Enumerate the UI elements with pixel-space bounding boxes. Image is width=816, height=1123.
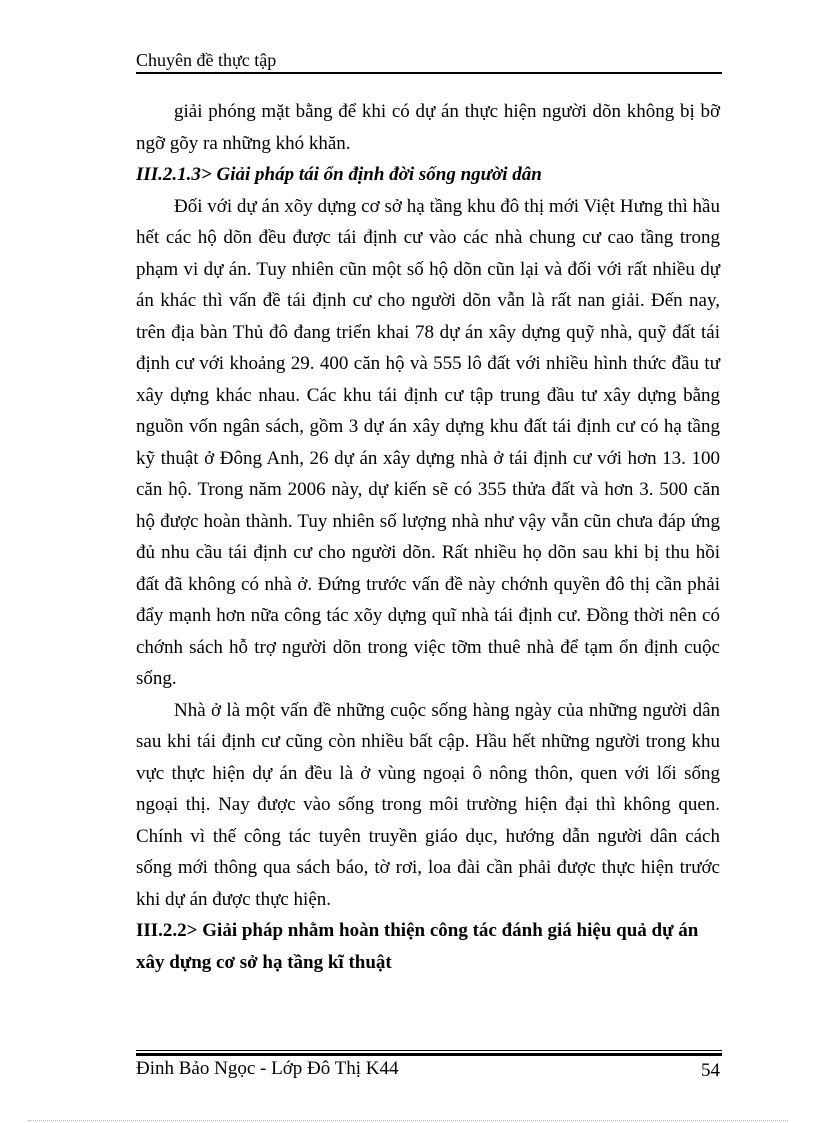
page-number: 54	[701, 1060, 720, 1081]
header-rule	[136, 72, 722, 74]
footer-author: Đinh Bảo Ngọc - Lớp Đô Thị K44	[136, 1058, 399, 1079]
paragraph-3: Nhà ở là một vấn đề những cuộc sống hàng ngày của những người dân sau khi tái định cư cũng còn nhiều bất cập. Hầu hết những người trong khu vực thực hiện dự án đều là ở vùng ngoại ô nông thôn, quen với lối sống ngoại thị. Nay được vào sống trong môi trường hiện đại thì không quen. Chính vì thế công tác tuyên truyền giáo dục, hướng dẫn người dân cách sống mới thông qua sách báo, tờ rơi, loa đài cần phải được thực hiện trước khi dự án được thực hiện.	[136, 699, 720, 910]
footer-rule-thin	[136, 1050, 722, 1051]
section-heading-3-2-2: III.2.2> Giải pháp nhằm hoàn thiện công tác đánh giá hiệu quả dự án xây dựng cơ sở hạ tầng kĩ thuật	[136, 920, 699, 973]
document-body	[136, 96, 720, 978]
header-title: Chuyên đề thực tập	[136, 50, 277, 70]
footer-rule-thick	[136, 1053, 722, 1056]
paragraph-2: Đối với dự án xõy dựng cơ sở hạ tầng khu đô thị mới Việt Hưng thì hầu hết các hộ dõn đều được tái định cư vào các nhà chung cư cao tầng trong phạm vi dự án. Tuy nhiên cũn một số hộ dõn cũn lại và đối với rất nhiều dự án khác thì vấn đề tái định cư cho người dõn vẫn là rất nan giải. Đến nay, trên địa bàn Thủ đô đang triển khai 78 dự án xây dựng quỹ nhà, quỹ đất tái định cư với khoảng 29. 400 căn hộ và 555 lô đất với nhiều hình thức đầu tư xây dựng khác nhau. Các khu tái định cư tập trung đầu tư xây dựng bằng nguồn vốn ngân sách, gồm 3 dự án xây dựng khu đất tái định cư có hạ tầng kỹ thuật ở Đông Anh, 26 dự án xây dựng nhà ở tái định cư với hơn 13. 100 căn hộ. Trong năm 2006 này, dự kiến sẽ có 355 thửa đất và hơn 3. 500 căn hộ được hoàn thành. Tuy nhiên số lượng nhà như vậy vẫn cũn chưa đáp ứng đủ nhu cầu tái định cư cho người dõn. Rất nhiều họ dõn sau khi bị thu hồi đất đã không có nhà ở. Đứng trước vấn đề này chớnh quyền đô thị cần phải đẩy mạnh hơn nữa công tác xõy dựng quĩ nhà tái định cư. Đồng thời nên có chớnh sách hỗ trợ người dõn trong việc tỡm thuê nhà để tạm ổn định cuộc sống.	[136, 195, 720, 689]
paragraph-1: giải phóng mặt bằng để khi có dự án thực hiện người dõn không bị bỡ ngỡ gõy ra những khó khăn.	[136, 101, 720, 154]
section-heading-3-1-3: III.2.1.3> Giải pháp tái ổn định đời sống người dân	[136, 164, 542, 185]
page-bottom-divider	[28, 1120, 788, 1121]
